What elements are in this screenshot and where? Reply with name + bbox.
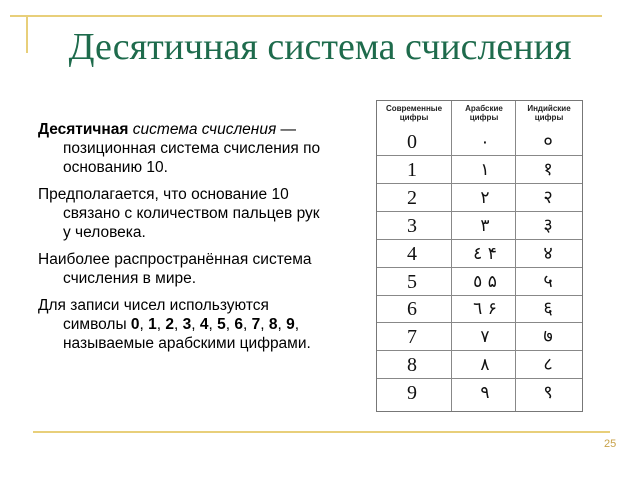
- modern-digit-cell: 3: [407, 214, 417, 237]
- table-row: [377, 352, 582, 379]
- digit-symbol: 5: [217, 316, 226, 333]
- arabic-digit-cell: ٦ ۶: [473, 299, 497, 320]
- digit-symbol: 9: [286, 316, 295, 333]
- digit-symbol: 2: [165, 316, 175, 333]
- digit-symbol: 7: [251, 316, 261, 333]
- digit-separator: ,: [191, 316, 200, 333]
- digit-separator: ,: [139, 316, 149, 333]
- arabic-digit-cell: ٨: [480, 355, 490, 376]
- slide-title: Десятичная система счисления: [68, 26, 572, 68]
- definition-text: — позиционная система счисления по основанию 10.: [63, 121, 321, 176]
- table-row-divider: [377, 183, 582, 184]
- table-row: [377, 296, 582, 323]
- arabic-digit-cell: ٢: [480, 187, 490, 208]
- table-row-divider: [377, 267, 582, 268]
- table-row: [377, 185, 582, 212]
- indian-digit-cell: ५: [543, 270, 553, 292]
- indian-digit-cell: १: [543, 158, 553, 180]
- digit-separator: ,: [156, 316, 166, 333]
- header-arabic-digits: Арабские цифры: [465, 104, 503, 122]
- modern-digit-cell: 0: [407, 131, 417, 153]
- term-italic: система счисления: [132, 121, 277, 138]
- digit-separator: ,: [225, 316, 235, 333]
- modern-digit-cell: 2: [407, 186, 417, 209]
- arabic-digit-cell: ٠: [480, 132, 490, 152]
- digit-separator: ,: [174, 316, 183, 333]
- indian-digit-cell: ४: [543, 242, 553, 264]
- digit-separator: ,: [208, 316, 218, 333]
- digit-symbol: 8: [268, 316, 278, 333]
- digit-symbol: 4: [199, 316, 209, 333]
- table-row: [377, 129, 582, 156]
- digit-symbol: 3: [182, 316, 192, 333]
- symbols-suffix: , называемые арабскими цифрами.: [63, 316, 311, 352]
- table-row-divider: [377, 378, 582, 379]
- modern-digit-cell: 8: [407, 354, 417, 377]
- table-row: [377, 241, 582, 268]
- table-row-divider: [377, 295, 582, 296]
- table-row: [377, 324, 582, 351]
- page-number: 25: [604, 438, 617, 450]
- indian-digit-cell: ३: [543, 214, 553, 236]
- table-row-divider: [377, 322, 582, 323]
- header-indian-digits: Индийские цифры: [527, 104, 571, 122]
- symbols-prefix: Для записи чисел используются символы: [38, 297, 269, 333]
- slide-body: [38, 120, 323, 361]
- header-modern-digits: Современные цифры: [385, 104, 443, 122]
- arabic-digit-cell: ٤ ۴: [473, 243, 497, 264]
- table-row: [377, 213, 582, 240]
- indian-digit-cell: ९: [543, 382, 553, 404]
- usage-paragraph: Наиболее распространённая система счисления в мире.: [38, 251, 312, 287]
- modern-digit-cell: 9: [407, 382, 417, 405]
- decorative-left-rule: [26, 15, 28, 53]
- digit-symbol: 1: [148, 316, 157, 333]
- symbols-paragraph: [38, 296, 323, 353]
- indian-digit-cell: ०: [543, 131, 553, 152]
- table-row-divider: [377, 211, 582, 212]
- table-row-divider: [377, 239, 582, 240]
- decorative-bottom-rule: [33, 431, 610, 433]
- modern-digit-cell: 1: [407, 158, 417, 181]
- origin-paragraph: Предполагается, что основание 10 связано с количеством пальцев рук у человека.: [38, 186, 320, 241]
- arabic-digit-cell: ٣: [480, 215, 490, 236]
- digit-symbol: 0: [130, 316, 140, 333]
- digit-separator: ,: [260, 316, 269, 333]
- term-bold: Десятичная: [38, 121, 129, 138]
- modern-digit-cell: 5: [407, 270, 417, 293]
- indian-digit-cell: ६: [543, 298, 553, 320]
- digit-list: [131, 316, 295, 333]
- numeral-comparison-table: [376, 100, 583, 412]
- table-row: [377, 380, 582, 407]
- arabic-digit-cell: ٩: [480, 383, 490, 404]
- definition-paragraph: [38, 120, 323, 177]
- arabic-digit-cell: ١: [480, 159, 490, 180]
- digit-separator: ,: [243, 316, 252, 333]
- table-row: [377, 269, 582, 296]
- indian-digit-cell: ७: [543, 326, 553, 348]
- table-row-divider: [377, 155, 582, 156]
- table-row-divider: [377, 350, 582, 351]
- indian-digit-cell: २: [543, 186, 553, 208]
- digit-symbol: 6: [234, 316, 244, 333]
- modern-digit-cell: 4: [407, 242, 417, 265]
- decorative-top-rule: [10, 15, 602, 17]
- modern-digit-cell: 6: [407, 298, 417, 321]
- modern-digit-cell: 7: [407, 326, 417, 349]
- table-row: [377, 157, 582, 184]
- digit-separator: ,: [277, 316, 287, 333]
- arabic-digit-cell: ٥ ۵: [473, 271, 497, 292]
- arabic-digit-cell: ٧: [480, 327, 490, 348]
- indian-digit-cell: ८: [543, 354, 553, 376]
